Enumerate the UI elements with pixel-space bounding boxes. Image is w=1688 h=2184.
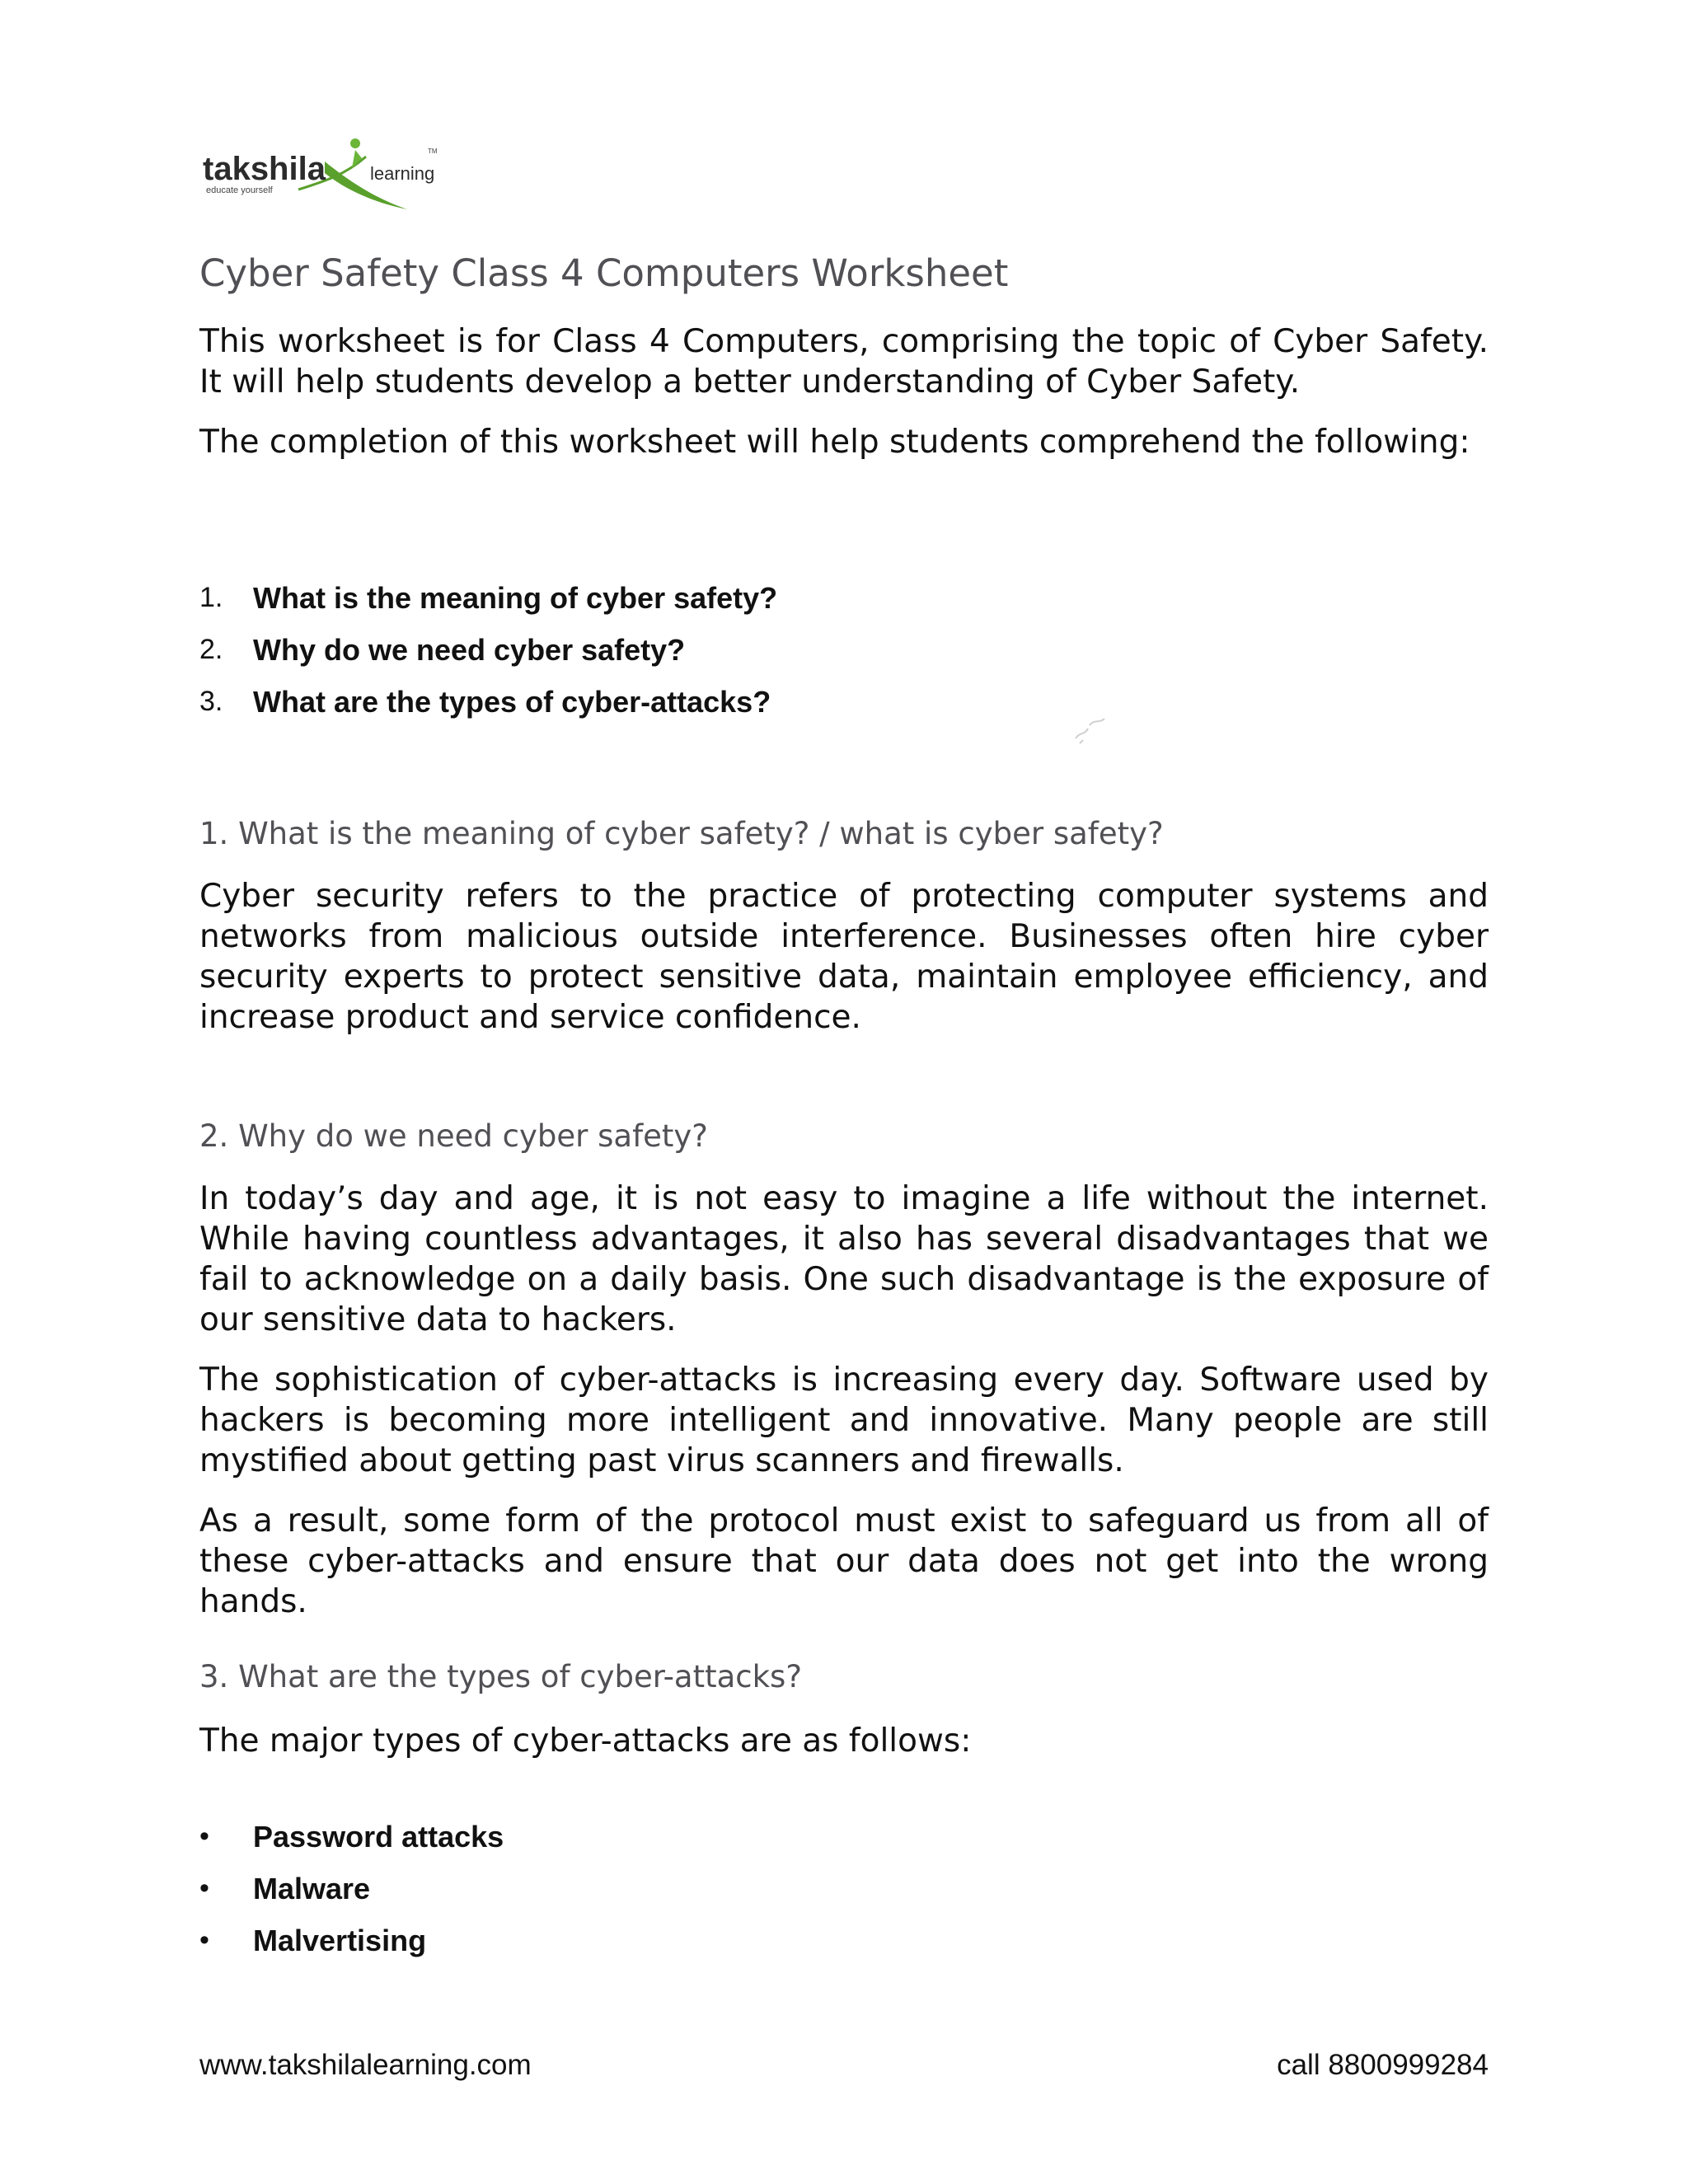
list-marker: 2. — [199, 634, 223, 665]
list-item-text: What is the meaning of cyber safety? — [253, 580, 778, 615]
list-marker: 3. — [199, 686, 223, 717]
list-item-text: Password attacks — [253, 1819, 504, 1854]
logo-tagline: educate yourself — [206, 185, 273, 195]
bullet-marker: • — [199, 1872, 209, 1904]
list-item-text: Why do we need cyber safety? — [253, 632, 686, 667]
section-paragraph: The major types of cyber-attacks are as follows: — [199, 1722, 972, 1760]
intro-paragraph: This worksheet is for Class 4 Computers, comprising the topic of Cyber Safety. It will help students develop a better understanding of Cyber Safety. — [199, 323, 1489, 401]
takshila-logo — [201, 132, 448, 214]
list-item — [199, 1915, 504, 1966]
list-marker: 1. — [199, 582, 223, 613]
section-paragraph: In today’s day and age, it is not easy to imagine a life without the internet. While having countless advantages, it also has several disadvantages that we fail to acknowledge on a daily basis. One such disadvantage is the exposure of our sensitive data to hackers. — [199, 1180, 1489, 1338]
list-item-text: What are the types of cyber-attacks? — [253, 684, 771, 719]
footer-phone: call 8800999284 — [1277, 2049, 1489, 2081]
section-heading: 3. What are the types of cyber-attacks? — [199, 1659, 802, 1694]
section-paragraph: Cyber security refers to the practice of protecting computer systems and networks from malicious outside interference. Businesses often hire cyber security experts to protect sensitive data, maintain employee efficiency, and increase product and service confidence. — [199, 878, 1489, 1036]
section-heading: 2. Why do we need cyber safety? — [199, 1118, 708, 1154]
attack-types-list — [199, 1811, 504, 1966]
bullet-marker: • — [199, 1924, 209, 1956]
list-item — [199, 1811, 504, 1863]
list-item — [199, 1863, 504, 1915]
watermark-mark — [1071, 714, 1113, 747]
list-item-text: Malvertising — [253, 1923, 427, 1957]
logo-tm: TM — [428, 148, 438, 155]
list-item-text: Malware — [253, 1871, 371, 1905]
list-item — [199, 676, 777, 728]
logo-brand: takshila — [203, 151, 326, 187]
section-paragraph: The sophistication of cyber-attacks is increasing every day. Software used by hackers is becoming more intelligent and innovative. Many people are still mystified about getting past virus scanners and firewalls. — [199, 1361, 1489, 1479]
intro-paragraph: The completion of this worksheet will help students comprehend the following: — [199, 424, 1470, 461]
topics-list — [199, 572, 777, 728]
list-item — [199, 624, 777, 676]
logo-suffix: learning — [370, 163, 435, 184]
bullet-marker: • — [199, 1821, 209, 1852]
page-title: Cyber Safety Class 4 Computers Worksheet — [199, 251, 1009, 295]
list-item — [199, 572, 777, 624]
section-paragraph: As a result, some form of the protocol must exist to safeguard us from all of these cyber-attacks and ensure that our data does not get into the wrong hands. — [199, 1502, 1489, 1620]
section-heading: 1. What is the meaning of cyber safety? / what is cyber safety? — [199, 816, 1164, 851]
footer-website: www.takshilalearning.com — [199, 2049, 532, 2081]
